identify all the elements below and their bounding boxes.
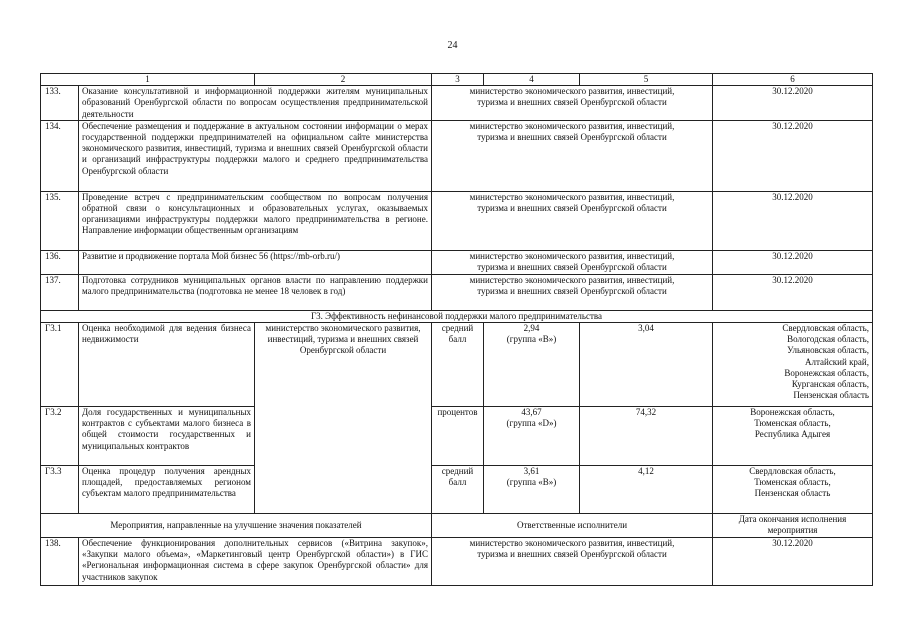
responsible-cell — [432, 120, 713, 191]
table-row — [41, 191, 873, 250]
deadline-date: 30.12.2020 — [713, 191, 873, 250]
page-number: 24 — [447, 40, 458, 51]
indicator-unit: средний балл — [432, 466, 484, 514]
responsible-cell — [432, 86, 713, 121]
measure-text: Проведение встреч с предпринимательским сообществом по вопросам получения обратной связи о консультационных и образовательных услугах, оказываемых организациями инфраструктуры поддержки малого предпринимательства в регионе. Направление информации общественным организациям — [79, 191, 432, 250]
indicator-regions — [713, 323, 873, 407]
indicator-name: Доля государственных и муниципальных контрактов с субъектами малого бизнеса в общей стоимости государственных и муниципальных контрактов — [79, 407, 255, 466]
responsible-column-header: Ответственные исполнители — [432, 514, 713, 538]
indicator-value-group: (группа «В») — [506, 334, 557, 345]
region-name: Воронежская область, — [750, 407, 835, 418]
row-number: 137. — [41, 274, 79, 310]
indicator-value-group: (группа «В») — [506, 477, 557, 488]
indicator-target: 3,04 — [580, 323, 713, 407]
table-row — [41, 120, 873, 191]
indicator-name: Оценка необходимой для ведения бизнеса недвижимости — [79, 323, 255, 407]
responsible-line: министерство экономического развития, инвестиций, — [469, 250, 675, 261]
region-name: Алтайский край, — [804, 356, 869, 367]
deadline-date: 30.12.2020 — [713, 120, 873, 191]
indicator-name: Оценка процедур получения арендных площадей, предоставляемых регионом субъектам малого предпринимательства — [79, 466, 255, 514]
section-heading: Г3. Эффективность нефинансовой поддержки малого предпринимательства — [41, 310, 873, 322]
region-name: Тюменская область, — [754, 418, 831, 429]
col-header-6: 6 — [713, 74, 873, 86]
deadline-column-header: Дата окончания исполнения мероприятия — [713, 514, 873, 538]
measure-text: Подготовка сотрудников муниципальных органов власти по направлению поддержки малого предпринимательства (подготовка не менее 18 человек в год) — [79, 274, 432, 310]
region-name: Воронежская область, — [784, 367, 869, 378]
region-name: Пензенская область — [793, 390, 869, 401]
section-heading-row — [41, 310, 873, 322]
indicator-code: Г3.3 — [41, 466, 79, 514]
responsible-line: туризма и внешних связей Оренбургской области — [477, 203, 667, 214]
row-number: 135. — [41, 191, 79, 250]
measure-text: Развитие и продвижение портала Мой бизнес 56 (https://mb-orb.ru/) — [79, 250, 432, 274]
measures-header-row — [41, 514, 873, 538]
indicator-value-number: 43,67 — [521, 407, 542, 418]
region-name: Пензенская область — [754, 488, 831, 499]
row-number: 136. — [41, 250, 79, 274]
col-header-1: 1 — [41, 74, 255, 86]
indicator-target: 74,32 — [580, 407, 713, 466]
indicator-code: Г3.2 — [41, 407, 79, 466]
indicator-value-group: (группа «D») — [506, 418, 557, 429]
region-name: Республика Адыгея — [754, 429, 831, 440]
deadline-date: 30.12.2020 — [713, 274, 873, 310]
indicator-row — [41, 323, 873, 407]
indicator-value-number: 2,94 — [523, 323, 540, 334]
table-row — [41, 538, 873, 586]
indicator-row — [41, 466, 873, 514]
table-row — [41, 250, 873, 274]
indicator-regions — [713, 407, 873, 466]
indicator-value — [484, 323, 580, 407]
responsible-cell — [432, 191, 713, 250]
indicator-row — [41, 407, 873, 466]
responsible-line: министерство экономического развития, инвестиций, — [469, 86, 675, 97]
responsible-line: туризма и внешних связей Оренбургской области — [477, 262, 667, 273]
deadline-date: 30.12.2020 — [713, 250, 873, 274]
indicator-unit: средний балл — [432, 323, 484, 407]
indicator-target: 4,12 — [580, 466, 713, 514]
region-name: Курганская область, — [791, 379, 869, 390]
responsible-line: туризма и внешних связей Оренбургской области — [477, 132, 667, 143]
region-name: Вологодская область, — [787, 334, 869, 345]
responsible-line: туризма и внешних связей Оренбургской области — [477, 97, 667, 108]
row-number: 133. — [41, 86, 79, 121]
measure-text: Обеспечение размещения и поддержание в актуальном состоянии информации о мерах государственной поддержки предпринимателей на официальном сайте министерства экономического развития, инвестиций, туризма и внешних связей Оренбургской области и организаций инфраструктуры поддержки малого и среднего предпринимательства Оренбургской области — [79, 120, 432, 191]
responsible-line: министерство экономического развития, инвестиций, — [469, 274, 675, 285]
region-name: Ульяновская область, — [787, 345, 869, 356]
indicator-value — [484, 407, 580, 466]
indicator-value — [484, 466, 580, 514]
responsible-line: министерство экономического развития, инвестиций, — [469, 538, 675, 549]
indicator-responsible: министерство экономического развития, инвестиций, туризма и внешних связей Оренбургской области — [255, 323, 432, 514]
col-header-4: 4 — [484, 74, 580, 86]
measures-table — [40, 73, 873, 586]
row-number: 134. — [41, 120, 79, 191]
indicator-value-number: 3,61 — [523, 466, 540, 477]
deadline-date: 30.12.2020 — [713, 538, 873, 586]
responsible-cell — [432, 274, 713, 310]
measures-column-header: Мероприятия, направленные на улучшение значения показателей — [41, 514, 432, 538]
responsible-cell — [432, 538, 713, 586]
table-row — [41, 274, 873, 310]
column-number-row — [41, 74, 873, 86]
col-header-3: 3 — [432, 74, 484, 86]
measure-text: Обеспечение функционирования дополнительных сервисов («Витрина закупок», «Закупки малого объема», «Маркетинговый центр Оренбургской области») в ГИС «Региональная информационная система в сфере закупок Оренбургской области» для участников закупок — [79, 538, 432, 586]
responsible-line: министерство экономического развития, инвестиций, — [469, 191, 675, 202]
row-number: 138. — [41, 538, 79, 586]
indicator-code: Г3.1 — [41, 323, 79, 407]
table-row — [41, 86, 873, 121]
col-header-2: 2 — [255, 74, 432, 86]
region-name: Свердловская область, — [749, 466, 836, 477]
region-name: Тюменская область, — [754, 477, 831, 488]
responsible-line: туризма и внешних связей Оренбургской области — [477, 549, 667, 560]
responsible-cell — [432, 250, 713, 274]
indicator-unit: процентов — [432, 407, 484, 466]
deadline-date: 30.12.2020 — [713, 86, 873, 121]
responsible-line: министерство экономического развития, инвестиций, — [469, 120, 675, 131]
col-header-5: 5 — [580, 74, 713, 86]
region-name: Свердловская область, — [782, 323, 869, 334]
responsible-line: туризма и внешних связей Оренбургской области — [477, 286, 667, 297]
measure-text: Оказание консультативной и информационной поддержки жителям муниципальных образований Оренбургской области по вопросам осуществления предпринимательской деятельности — [79, 86, 432, 121]
indicator-regions — [713, 466, 873, 514]
